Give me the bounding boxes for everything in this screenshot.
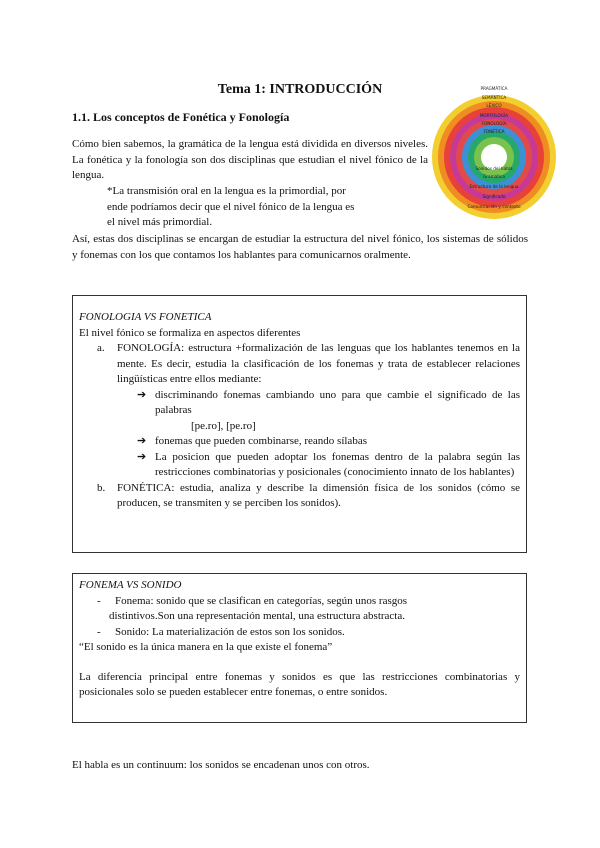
box-intro: El nivel fónico se formaliza en aspectos diferentes: [79, 326, 301, 339]
fonema-sonido-box: [72, 573, 527, 723]
list-text: FONÉTICA: estudia, analiza y describe la dimensión física de los sonidos (cómo se producen, se transmiten y se perciben los sonidos).: [117, 481, 520, 509]
ipa-example: [pe.ro], [pe.ro]: [191, 419, 256, 432]
arrow-item: [137, 388, 520, 419]
arrow-item: [137, 434, 520, 450]
diagram-label: Sonidos del habla: [475, 166, 513, 171]
box-title: FONOLOGIA VS FONETICA: [79, 311, 212, 323]
fonologia-fonetica-box: [72, 295, 527, 553]
diagram-label: FONÉTICA: [483, 129, 505, 134]
list-item: [97, 594, 520, 610]
list-item: [97, 481, 520, 512]
arrow-icon: ➔: [137, 450, 147, 463]
list-label: b.: [97, 481, 106, 494]
dash-marker: -: [97, 594, 101, 607]
diagram-label: SEMÁNTICA: [481, 95, 507, 100]
box-quote: “El sonido es la única manera en la que existe el fonema”: [79, 641, 333, 653]
diagram-label: FONOLOGÍA: [481, 121, 507, 126]
diagram-label: LÉXICO: [486, 103, 502, 108]
quote-line: ende podríamos decir que el nivel fónico de la lengua es: [107, 200, 355, 213]
arrow-text: discriminando fonemas cambiando uno para que cambie el significado de las palabras: [155, 388, 520, 416]
arrow-text: La posicion que pueden adoptar los fonemas dentro de la palabra según las restricciones combinatorias y posicionales (conocimiento innato de los hablantes): [155, 450, 520, 478]
arrow-icon: ➔: [137, 435, 147, 447]
arrow-text: fonemas que pueden combinarse, reando sílabas: [155, 435, 367, 447]
list-item: [97, 341, 520, 388]
dash-marker: -: [97, 625, 101, 638]
list-text: Sonido: La materialización de estos son los sonidos.: [115, 625, 345, 638]
quote-line: el nivel más primordial.: [107, 216, 213, 228]
second-paragraph: Así, estas dos disciplinas se encargan de estudiar la estructura del nivel fónico, los sistemas de sólidos y fonemas con los que contamos los hablantes para comunicarnos oralmente.: [72, 233, 528, 261]
diagram-label: Gramática: [483, 174, 505, 179]
list-text: Fonema: sonido que se clasifican en categorías, según unos rasgos: [115, 594, 408, 607]
diagram-label: MORFOLOGÍA: [479, 113, 509, 118]
list-text: FONOLOGÍA: estructura +formalización de las lenguas que los hablantes tenemos en la mente. Es decir, estudia la clasificación de los fonemas y trata de establecer relaciones lingüísticas entre ellos mediante:: [117, 342, 520, 385]
linguistic-levels-diagram: [432, 82, 556, 232]
section-heading: 1.1. Los conceptos de Fonética y Fonología: [72, 110, 290, 124]
closing-line: El habla es un continuum: los sonidos se encadenan unos con otros.: [72, 759, 370, 771]
box-paragraph: La diferencia principal entre fonemas y sonidos es que las restricciones combinatorias y posicionales solo se pueden establecer entre fonemas, o entre sonidos.: [79, 670, 520, 698]
diagram-label: Estructura de la lengua: [469, 184, 519, 189]
quote-block: [107, 184, 392, 231]
intro-paragraph: Cómo bien sabemos, la gramática de la lengua está dividida en diversos niveles. La fonética y la fonología son dos disciplinas que estudian el nivel fónico de la lengua.: [72, 138, 428, 181]
list-text-cont: distintivos.Son una representación mental, una estructura abstracta.: [109, 610, 405, 622]
arrow-item: [137, 450, 520, 481]
quote-line: *La transmisión oral en la lengua es la primordial, por: [107, 185, 346, 197]
box-title: FONEMA VS SONIDO: [79, 579, 182, 591]
diagram-label: PRAGMÁTICA: [480, 86, 508, 91]
list-item: [97, 625, 520, 641]
diagram-label: Comunicación y contexto: [467, 204, 521, 209]
list-label: a.: [97, 342, 105, 354]
page-title: Tema 1: INTRODUCCIÓN: [217, 82, 383, 97]
arrow-icon: ➔: [137, 388, 147, 401]
diagram-label: Significado: [482, 194, 506, 199]
